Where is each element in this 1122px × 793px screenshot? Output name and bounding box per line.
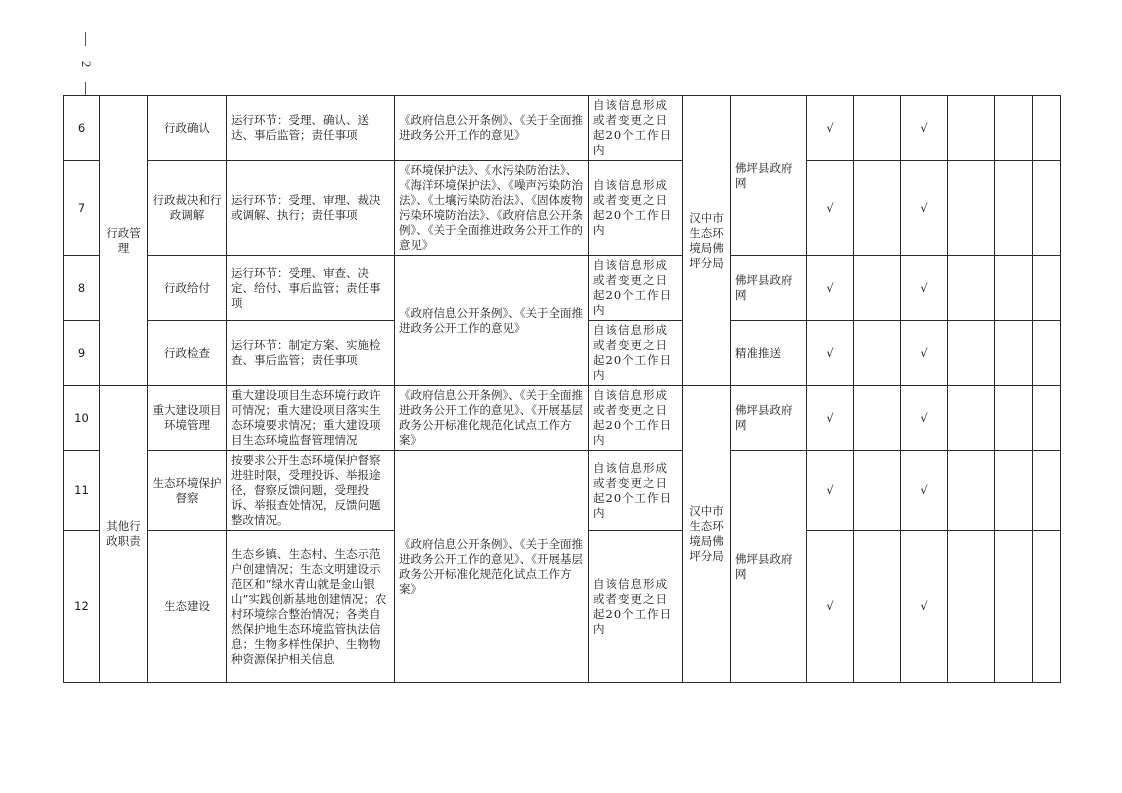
empty-cell <box>948 96 995 161</box>
category-cell: 其他行政职责 <box>100 386 148 683</box>
item-name: 行政给付 <box>148 256 227 321</box>
row-number: 12 <box>64 531 100 683</box>
page-number <box>76 32 96 96</box>
empty-cell <box>948 256 995 321</box>
empty-cell <box>995 451 1033 531</box>
page-number-rule-bottom <box>85 82 86 96</box>
subject-cell: 汉中市生态环境局佛坪分局 <box>683 96 731 386</box>
check-mark: √ <box>807 161 854 256</box>
empty-cell <box>1033 386 1061 451</box>
empty-cell <box>995 321 1033 386</box>
channel-cell: 佛坪县政府网 <box>731 451 807 683</box>
check-mark: √ <box>807 256 854 321</box>
row-number: 7 <box>64 161 100 256</box>
legal-basis: 《政府信息公开条例》、《关于全面推进政务公开工作的意见》 <box>395 256 589 386</box>
empty-cell <box>1033 256 1061 321</box>
table-row <box>64 451 1061 531</box>
item-name: 生态环境保护督察 <box>148 451 227 531</box>
empty-cell <box>1033 321 1061 386</box>
item-content: 按要求公开生态环境保护督察进驻时限，受理投诉、举报途径，督察反馈问题，受理投诉、举报查处情况，反馈问题整改情况。 <box>227 451 395 531</box>
empty-cell <box>854 531 901 683</box>
table-row <box>64 161 1061 256</box>
item-content: 重大建设项目生态环境行政许可情况；重大建设项目落实生态环境要求情况；重大建设项目生态环境监督管理情况 <box>227 386 395 451</box>
legal-basis: 《政府信息公开条例》、《关于全面推进政务公开工作的意见》 <box>395 96 589 161</box>
page-number-text: 2 <box>79 60 94 68</box>
check-mark: √ <box>901 256 948 321</box>
disclosure-table <box>63 95 1061 683</box>
table-row <box>64 386 1061 451</box>
time-limit: 自该信息形成或者变更之日起20个工作日内 <box>589 531 683 683</box>
legal-basis: 《环境保护法》、《水污染防治法》、《海洋环境保护法》、《噪声污染防治法》、《土壤污染防治法》、《固体废物污染环境防治法》、《政府信息公开条例》、《关于全面推进政务公开工作的意见》 <box>395 161 589 256</box>
check-mark: √ <box>807 321 854 386</box>
item-name: 生态建设 <box>148 531 227 683</box>
channel-cell: 佛坪县政府网 <box>731 256 807 321</box>
empty-cell <box>948 451 995 531</box>
empty-cell <box>995 531 1033 683</box>
time-limit: 自该信息形成或者变更之日起20个工作日内 <box>589 451 683 531</box>
check-mark: √ <box>807 386 854 451</box>
item-content: 运行环节：制定方案、实施检查、事后监管；责任事项 <box>227 321 395 386</box>
empty-cell <box>854 256 901 321</box>
empty-cell <box>995 386 1033 451</box>
time-limit: 自该信息形成或者变更之日起20个工作日内 <box>589 386 683 451</box>
empty-cell <box>948 321 995 386</box>
item-name: 行政检查 <box>148 321 227 386</box>
check-mark: √ <box>901 96 948 161</box>
row-number: 9 <box>64 321 100 386</box>
empty-cell <box>995 161 1033 256</box>
empty-cell <box>948 531 995 683</box>
check-mark: √ <box>807 451 854 531</box>
empty-cell <box>1033 531 1061 683</box>
time-limit: 自该信息形成或者变更之日起20个工作日内 <box>589 161 683 256</box>
row-number: 11 <box>64 451 100 531</box>
legal-basis: 《政府信息公开条例》、《关于全面推进政务公开工作的意见》、《开展基层政务公开标准化规范化试点工作方案》 <box>395 451 589 683</box>
item-name: 重大建设项目环境管理 <box>148 386 227 451</box>
channel-cell: 佛坪县政府网 <box>731 96 807 256</box>
check-mark: √ <box>901 321 948 386</box>
check-mark: √ <box>807 96 854 161</box>
check-mark: √ <box>901 386 948 451</box>
check-mark: √ <box>901 451 948 531</box>
row-number: 8 <box>64 256 100 321</box>
page-number-rule-top <box>85 32 86 46</box>
table-row <box>64 96 1061 161</box>
empty-cell <box>948 386 995 451</box>
channel-cell: 佛坪县政府网 <box>731 386 807 451</box>
empty-cell <box>854 96 901 161</box>
item-content: 运行环节：受理、确认、送达、事后监管；责任事项 <box>227 96 395 161</box>
table-row <box>64 256 1061 321</box>
empty-cell <box>995 256 1033 321</box>
empty-cell <box>1033 451 1061 531</box>
time-limit: 自该信息形成或者变更之日起20个工作日内 <box>589 321 683 386</box>
item-content: 生态乡镇、生态村、生态示范户创建情况；生态文明建设示范区和“绿水青山就是金山银山”实践创新基地创建情况；农村环境综合整治情况；各类自然保护地生态环境监管执法信息；生物多样性保护、生物物种资源保护相关信息 <box>227 531 395 683</box>
check-mark: √ <box>807 531 854 683</box>
legal-basis: 《政府信息公开条例》、《关于全面推进政务公开工作的意见》、《开展基层政务公开标准化规范化试点工作方案》 <box>395 386 589 451</box>
item-content: 运行环节：受理、审理、裁决或调解、执行；责任事项 <box>227 161 395 256</box>
time-limit: 自该信息形成或者变更之日起20个工作日内 <box>589 96 683 161</box>
category-cell: 行政管理 <box>100 96 148 386</box>
empty-cell <box>854 451 901 531</box>
subject-cell: 汉中市生态环境局佛坪分局 <box>683 386 731 683</box>
empty-cell <box>854 386 901 451</box>
item-name: 行政裁决和行政调解 <box>148 161 227 256</box>
channel-cell: 精准推送 <box>731 321 807 386</box>
empty-cell <box>948 161 995 256</box>
empty-cell <box>1033 161 1061 256</box>
check-mark: √ <box>901 161 948 256</box>
empty-cell <box>1033 96 1061 161</box>
row-number: 10 <box>64 386 100 451</box>
item-content: 运行环节：受理、审查、决定、给付、事后监管；责任事项 <box>227 256 395 321</box>
empty-cell <box>854 321 901 386</box>
empty-cell <box>854 161 901 256</box>
row-number: 6 <box>64 96 100 161</box>
check-mark: √ <box>901 531 948 683</box>
item-name: 行政确认 <box>148 96 227 161</box>
empty-cell <box>995 96 1033 161</box>
time-limit: 自该信息形成或者变更之日起20个工作日内 <box>589 256 683 321</box>
